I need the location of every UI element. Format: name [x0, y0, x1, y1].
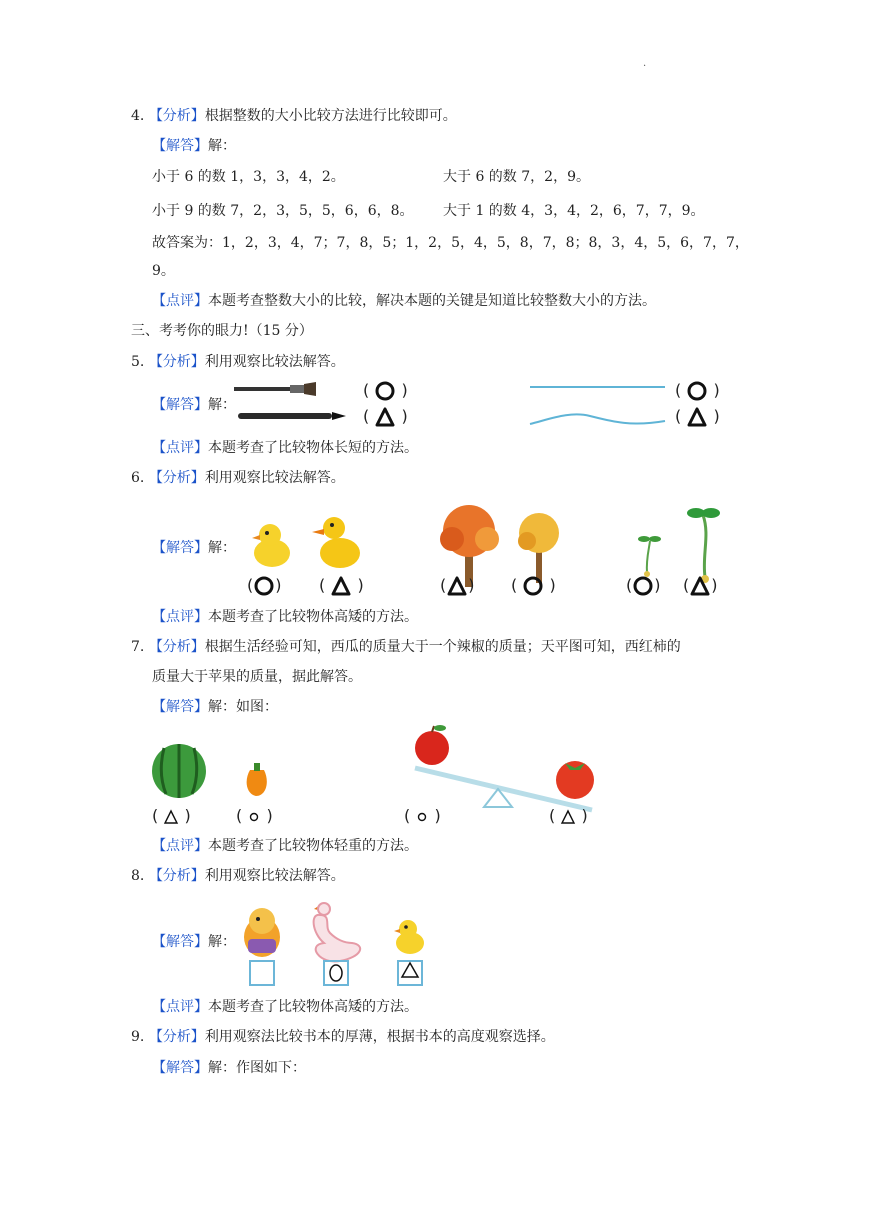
- q6-answer-tag: 【解答】: [152, 540, 208, 556]
- q7-analysis-text-1: 根据生活经验可知，西瓜的质量大于一个辣椒的质量；天平图可知，西红柿的: [204, 639, 681, 655]
- q8-review-text: 本题考查了比较物体高矮的方法。: [208, 999, 418, 1015]
- chick-icon: [252, 524, 290, 567]
- q5-paren-1: ( ): [363, 380, 408, 402]
- q5-paren-3: ( ): [675, 380, 720, 402]
- q7-illustration: [150, 724, 610, 830]
- q4-answer-line2: 9。: [152, 263, 175, 279]
- q6-paren-small-tree: ( ): [511, 575, 556, 597]
- q8-illustration: [240, 893, 440, 989]
- q6-paren-small-sprout: ( ): [626, 575, 661, 597]
- q8-analysis-text: 利用观察比较法解答。: [204, 868, 345, 884]
- q4-number: 4.: [131, 108, 145, 124]
- q5-analysis-text: 利用观察比较法解答。: [204, 354, 345, 370]
- circle-icon: [686, 380, 708, 402]
- q4-review-line: [152, 291, 656, 311]
- q4-analysis-text: 根据整数的大小比较方法进行比较即可。: [204, 108, 457, 124]
- q9-answer-tag: 【解答】: [152, 1060, 208, 1076]
- q7-analysis-tag: 【分析】: [148, 639, 205, 655]
- q7-answer-tag: 【解答】: [152, 699, 208, 715]
- q5-analysis-line: [131, 352, 345, 372]
- circle-icon: [522, 575, 544, 597]
- circle-icon: [247, 810, 261, 824]
- duck-icon: [312, 517, 360, 568]
- triangle-icon: [402, 963, 418, 977]
- q4-answer-text: 解：: [208, 138, 236, 154]
- triangle-icon: [330, 575, 352, 597]
- apple-icon: [415, 725, 449, 765]
- q4-analysis-tag: 【分析】: [148, 108, 205, 124]
- q6-paren-big-tree: ( ): [440, 575, 475, 597]
- small-tree-icon: [518, 513, 559, 583]
- circle-icon: [330, 965, 342, 981]
- watermelon-icon: [152, 744, 206, 798]
- q5-answer-line: [152, 395, 236, 415]
- section3-heading: 三、考考你的眼力!（15 分）: [131, 323, 313, 339]
- q6-review-line: [152, 607, 418, 627]
- q7-analysis-line: [131, 637, 681, 657]
- q6-number: 6.: [131, 470, 145, 486]
- q5-analysis-tag: 【分析】: [148, 354, 205, 370]
- q7-paren-pepper: ( ): [236, 806, 273, 825]
- q5-review-tag: 【点评】: [152, 440, 208, 456]
- q6-answer-text: 解：: [208, 540, 236, 556]
- q7-review-text: 本题考查了比较物体轻重的方法。: [208, 838, 418, 854]
- q8-analysis-tag: 【分析】: [148, 868, 205, 884]
- q5-review-line: [152, 438, 418, 458]
- q5-answer-tag: 【解答】: [152, 397, 208, 413]
- q6-illustration: [240, 495, 740, 605]
- q7-answer-line: [152, 697, 278, 717]
- q4-answer-line1: 故答案为：1，2，3，4，7；7，8，5；1，2，5，4，5，8，7，8；8，3，4，5，6，7，7，: [152, 235, 749, 251]
- q6-analysis-tag: 【分析】: [148, 470, 205, 486]
- q8-review-tag: 【点评】: [152, 999, 208, 1015]
- q8-box-chick: [398, 961, 422, 985]
- q4-row1-right: 大于 6 的数 7，2，9。: [443, 169, 590, 185]
- q4-answer-tag: 【解答】: [152, 138, 208, 154]
- q5-paren-2: ( ): [363, 406, 408, 428]
- triangle-icon: [689, 575, 711, 597]
- triangle-icon: [374, 406, 396, 428]
- circle-icon: [253, 575, 275, 597]
- q5-brush-illustration: [232, 380, 352, 426]
- q5-answer-text: 解：: [208, 397, 236, 413]
- hen-icon: [244, 908, 280, 957]
- q4-review-tag: 【点评】: [152, 293, 208, 309]
- q6-review-tag: 【点评】: [152, 609, 208, 625]
- q7-number: 7.: [131, 639, 145, 655]
- q8-answer-tag: 【解答】: [152, 934, 208, 950]
- q7-analysis-text-2: 质量大于苹果的质量，据此解答。: [152, 669, 362, 685]
- q8-box-hen: [250, 961, 274, 985]
- q7-paren-apple: ( ): [404, 806, 441, 825]
- q7-paren-watermelon: ( ): [152, 806, 191, 825]
- q4-analysis-line: [131, 106, 457, 126]
- tall-sprout-icon: [687, 508, 720, 583]
- q6-paren-duck: ( ): [319, 575, 364, 597]
- q9-analysis-line: [131, 1027, 555, 1047]
- q8-answer-text: 解：: [208, 934, 236, 950]
- q8-review-line: [152, 997, 418, 1017]
- q4-row2-left: 小于 9 的数 7，2，3，5，5，6，6，8。: [152, 203, 414, 219]
- circle-icon: [415, 810, 429, 824]
- q6-analysis-line: [131, 468, 345, 488]
- q4-row2-right: 大于 1 的数 4，3，4，2，6，7，7，9。: [443, 203, 705, 219]
- q5-review-text: 本题考查了比较物体长短的方法。: [208, 440, 418, 456]
- circle-icon: [374, 380, 396, 402]
- q5-number: 5.: [131, 354, 145, 370]
- q7-review-line: [152, 836, 418, 856]
- pepper-icon: [247, 763, 267, 796]
- goose-icon: [314, 903, 361, 962]
- q8-answer-line: [152, 932, 236, 952]
- header-dot: .: [643, 58, 647, 69]
- q6-answer-line: [152, 538, 236, 558]
- q4-row1-left: 小于 6 的数 1，3，3，4，2。: [152, 169, 345, 185]
- q7-paren-tomato: ( ): [549, 806, 588, 825]
- q6-analysis-text: 利用观察比较法解答。: [204, 470, 345, 486]
- triangle-icon: [163, 809, 179, 825]
- chick-icon: [394, 920, 424, 954]
- triangle-icon: [686, 406, 708, 428]
- q5-lines-illustration: [530, 383, 670, 429]
- q4-review-text: 本题考查整数大小的比较，解决本题的关键是知道比较整数大小的方法。: [208, 293, 656, 309]
- q4-answer-line: [152, 136, 236, 156]
- q9-number: 9.: [131, 1029, 145, 1045]
- triangle-icon: [446, 575, 468, 597]
- small-sprout-icon: [638, 536, 661, 577]
- q6-review-text: 本题考查了比较物体高矮的方法。: [208, 609, 418, 625]
- q9-analysis-tag: 【分析】: [148, 1029, 205, 1045]
- triangle-icon: [560, 809, 576, 825]
- q9-answer-line: [152, 1058, 306, 1078]
- q8-analysis-line: [131, 866, 345, 886]
- q9-analysis-text: 利用观察法比较书本的厚薄，根据书本的高度观察选择。: [204, 1029, 555, 1045]
- q7-answer-text: 解：如图：: [208, 699, 278, 715]
- q7-review-tag: 【点评】: [152, 838, 208, 854]
- circle-icon: [632, 575, 654, 597]
- q9-answer-text: 解：作图如下：: [208, 1060, 306, 1076]
- q5-paren-4: ( ): [675, 406, 720, 428]
- tomato-icon: [556, 761, 594, 799]
- q6-paren-tall-sprout: ( ): [683, 575, 718, 597]
- q6-paren-chick: ( ): [247, 575, 282, 597]
- q8-number: 8.: [131, 868, 145, 884]
